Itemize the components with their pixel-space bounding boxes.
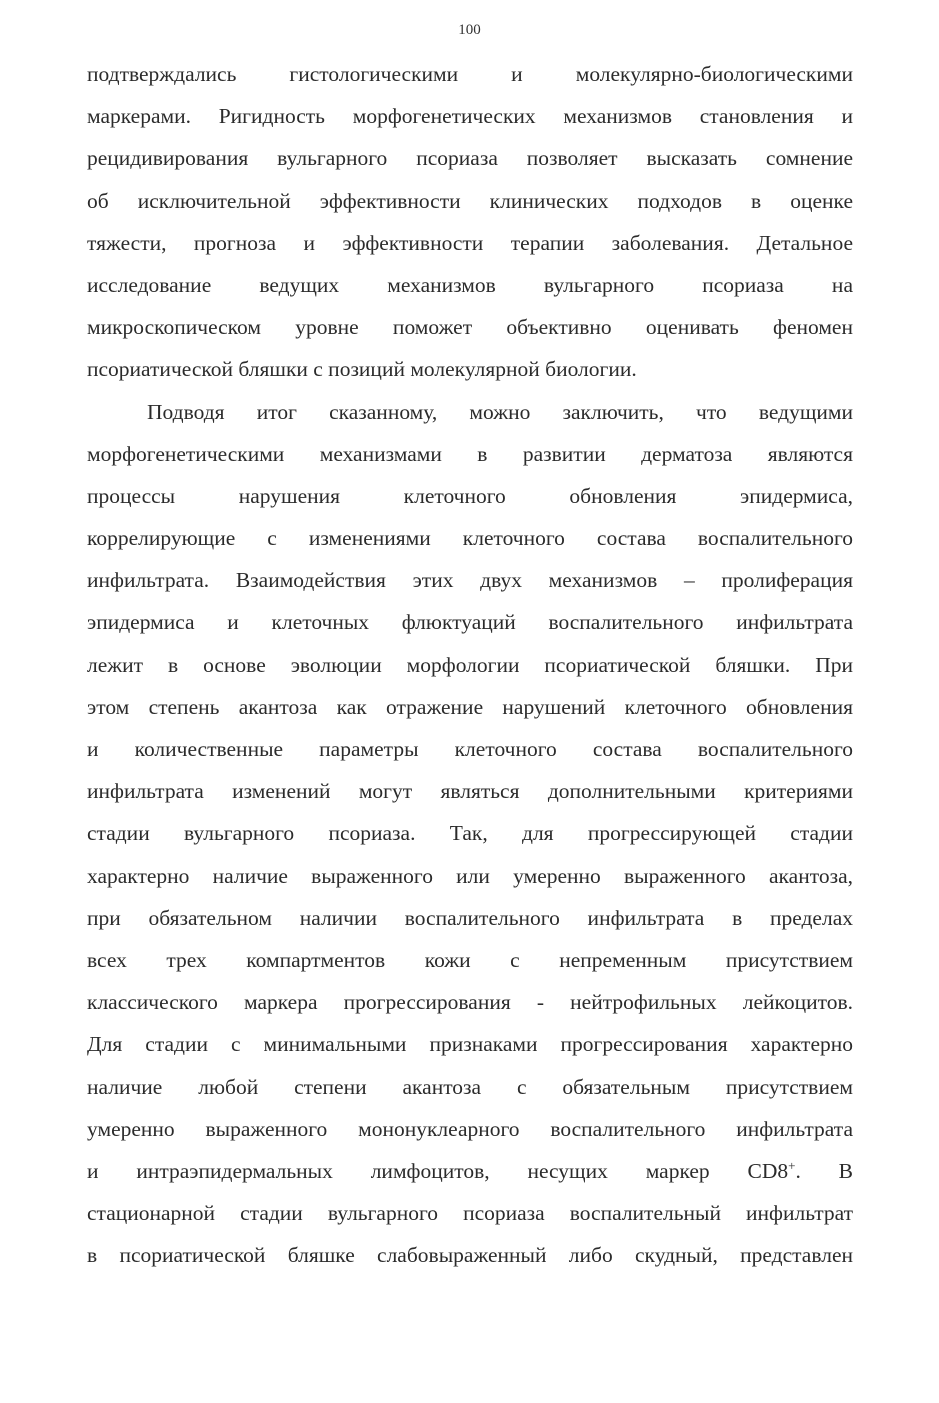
text-line: этом степень акантоза как отражение нарушений клеточного обновления — [87, 694, 853, 719]
marker-line-start: и интраэпидермальных лимфоцитов, несущих маркер CD8 — [87, 1158, 789, 1183]
superscript-plus: + — [788, 1157, 796, 1173]
text-line: коррелирующие с изменениями клеточного состава воспалительного — [87, 526, 853, 551]
text-line: умеренно выраженного мононуклеарного воспалительного инфильтрата — [87, 1116, 853, 1141]
text-line: наличие любой степени акантоза с обязательным присутствием — [87, 1074, 853, 1099]
document-body — [87, 53, 853, 1276]
text-line: Подводя итог сказанному, можно заключить, что ведущими — [147, 399, 853, 424]
text-line: характерно наличие выраженного или умеренно выраженного акантоза, — [87, 863, 853, 888]
text-line: процессы нарушения клеточного обновления эпидермиса, — [87, 483, 853, 508]
page-number: 100 — [458, 22, 481, 38]
marker-text-line — [87, 1150, 853, 1192]
text-line: тяжести, прогноза и эффективности терапии заболевания. Детальное — [87, 230, 853, 255]
text-line: подтверждались гистологическими и молекулярно-биологическими — [87, 62, 853, 86]
text-line: Для стадии с минимальными признаками прогрессирования характерно — [87, 1032, 853, 1057]
text-line: инфильтрата изменений могут являться дополнительными критериями — [87, 779, 853, 804]
text-line: микроскопическом уровне поможет объективно оценивать феномен — [87, 315, 853, 340]
text-line: исследование ведущих механизмов вульгарного псориаза на — [87, 272, 853, 297]
text-line: классического маркера прогрессирования - нейтрофильных лейкоцитов. — [87, 990, 853, 1015]
text-line: при обязательном наличии воспалительного инфильтрата в пределах — [87, 905, 853, 930]
text-line: морфогенетическими механизмами в развитии дерматоза являются — [87, 441, 853, 466]
text-line: об исключительной эффективности клинических подходов в оценке — [87, 188, 853, 213]
text-line: рецидивирования вульгарного псориаза позволяет высказать сомнение — [87, 146, 853, 171]
text-line: инфильтрата. Взаимодействия этих двух механизмов – пролиферация — [87, 568, 853, 593]
text-line: и количественные параметры клеточного состава воспалительного — [87, 737, 853, 761]
text-line: всех трех компартментов кожи с непременным присутствием — [87, 947, 853, 972]
marker-line-end: . В — [795, 1158, 853, 1183]
text-line: псориатической бляшки с позиций молекулярной биологии. — [87, 357, 637, 382]
text-line: в псориатической бляшке слабовыраженный либо скудный, представлен — [87, 1243, 853, 1268]
text-line: стадии вульгарного псориаза. Так, для прогрессирующей стадии — [87, 821, 853, 846]
text-line: стационарной стадии вульгарного псориаза воспалительный инфильтрат — [87, 1201, 853, 1226]
text-line: эпидермиса и клеточных флюктуаций воспалительного инфильтрата — [87, 610, 853, 635]
text-line: лежит в основе эволюции морфологии псориатической бляшки. При — [87, 652, 853, 677]
text-line: маркерами. Ригидность морфогенетических механизмов становления и — [87, 104, 853, 129]
